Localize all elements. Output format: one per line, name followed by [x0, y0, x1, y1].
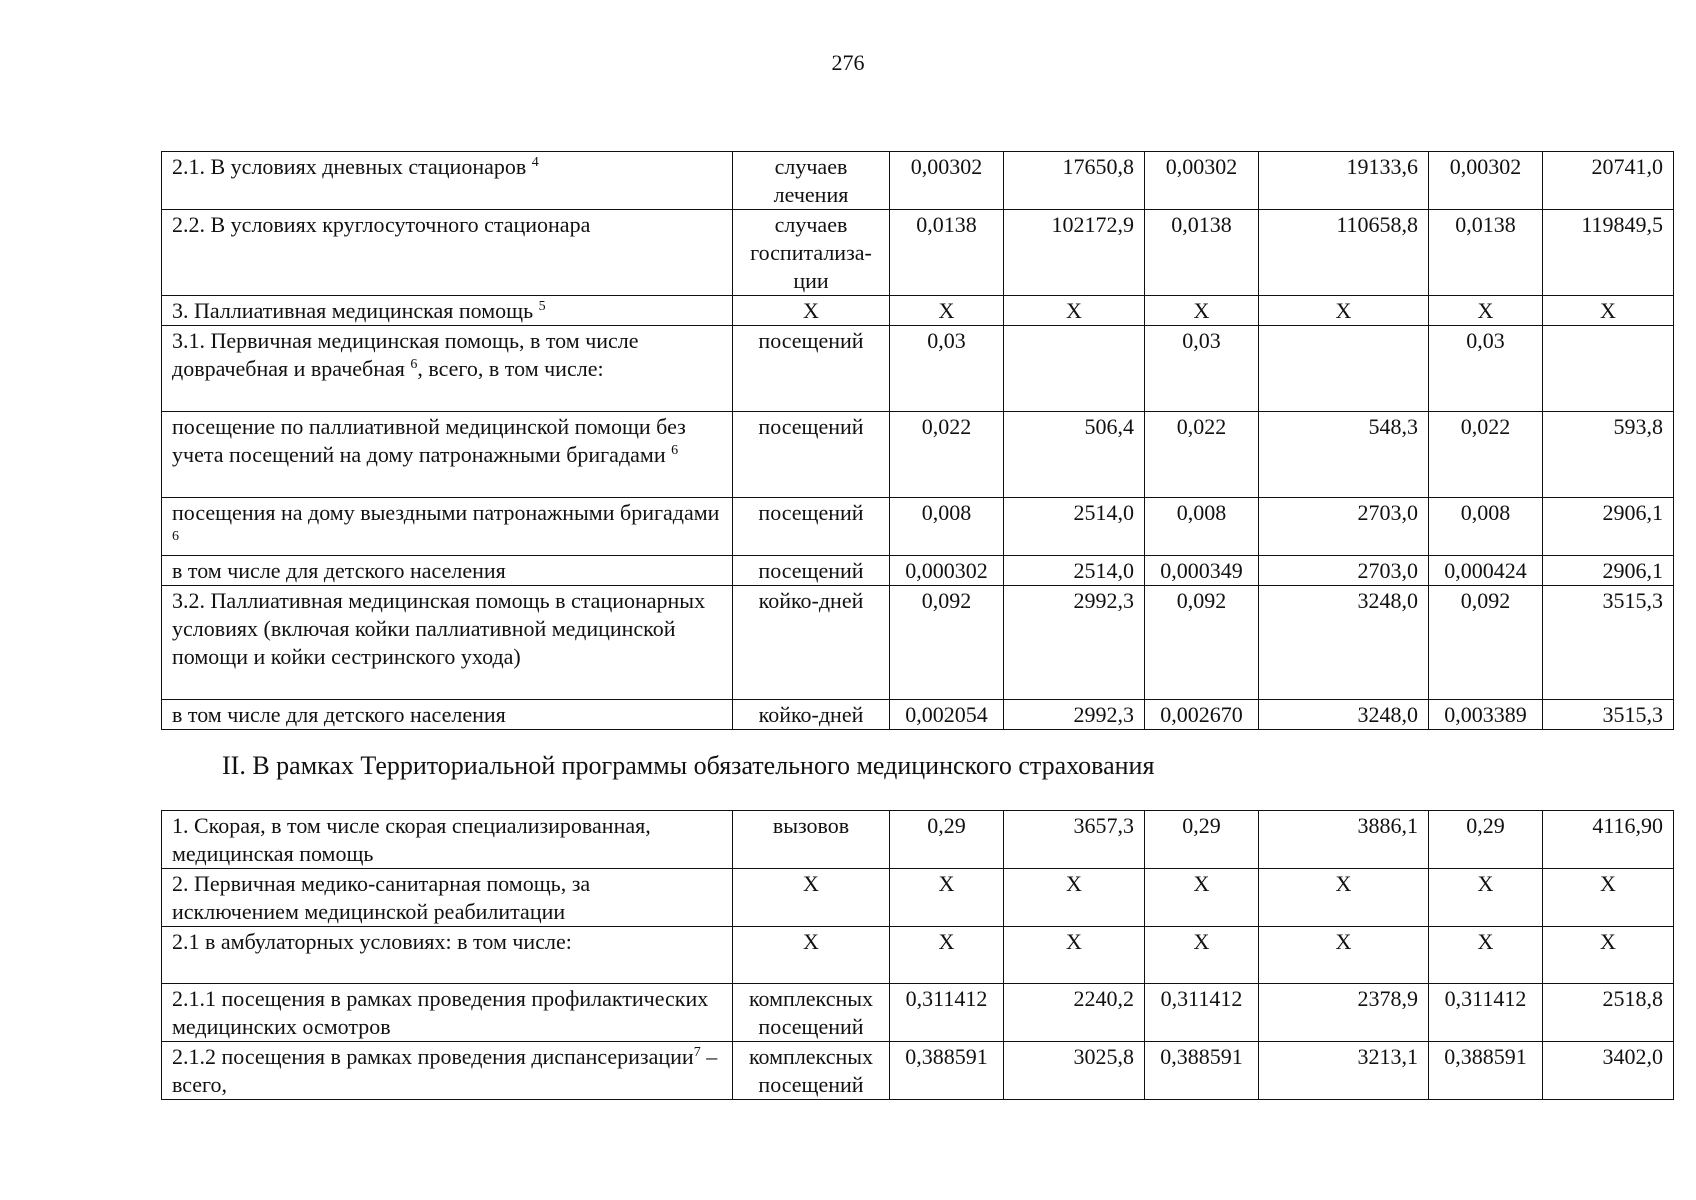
cell-value: 2514,0	[1004, 498, 1145, 556]
cell-value: 2514,0	[1004, 556, 1145, 586]
row-name: 2.1 в амбулаторных условиях: в том числе:	[162, 927, 733, 984]
cell-value: 0,00302	[1429, 152, 1543, 210]
row-unit: случаев госпитализа-ции	[733, 210, 890, 296]
cell-value: Х	[1259, 296, 1429, 326]
row-name: 3.2. Паллиативная медицинская помощь в стационарных условиях (включая койки паллиативной медицинской помощи и койки сестринского ухода)	[162, 586, 733, 700]
row-name: в том числе для детского населения	[162, 556, 733, 586]
cell-value: 0,29	[1145, 811, 1259, 869]
cell-value: 0,388591	[890, 1042, 1004, 1100]
page-number: 276	[831, 50, 865, 75]
cell-value: 0,003389	[1429, 700, 1543, 730]
cell-value: 2518,8	[1543, 984, 1674, 1042]
row-unit: Х	[733, 927, 890, 984]
cell-value: 0,29	[890, 811, 1004, 869]
cell-value: 3515,3	[1543, 586, 1674, 700]
cell-value: 2992,3	[1004, 700, 1145, 730]
row-unit: Х	[733, 296, 890, 326]
cell-value: 593,8	[1543, 412, 1674, 498]
cell-value: 0,03	[1429, 326, 1543, 412]
table-row	[162, 700, 1674, 730]
cell-value: 0,092	[1145, 586, 1259, 700]
cell-value: 2906,1	[1543, 498, 1674, 556]
table-row	[162, 326, 1674, 412]
cell-value: 0,00302	[1145, 152, 1259, 210]
cell-value: 3248,0	[1259, 586, 1429, 700]
cell-value: Х	[1145, 927, 1259, 984]
cell-value: 0,092	[890, 586, 1004, 700]
table-row	[162, 1042, 1674, 1100]
table-row	[162, 927, 1674, 984]
row-name: 2.1.1 посещения в рамках проведения профилактических медицинских осмотров	[162, 984, 733, 1042]
cell-value: 3657,3	[1004, 811, 1145, 869]
table-row	[162, 869, 1674, 927]
table-row	[162, 210, 1674, 296]
cell-value	[1259, 326, 1429, 412]
cell-value: 3025,8	[1004, 1042, 1145, 1100]
row-unit: посещений	[733, 412, 890, 498]
row-unit: посещений	[733, 498, 890, 556]
cell-value: 20741,0	[1543, 152, 1674, 210]
cell-value: 3213,1	[1259, 1042, 1429, 1100]
table-row	[162, 811, 1674, 869]
cell-value: 0,311412	[890, 984, 1004, 1042]
cell-value: 0,0138	[890, 210, 1004, 296]
cell-value: 0,03	[1145, 326, 1259, 412]
table-row	[162, 152, 1674, 210]
row-unit: посещений	[733, 556, 890, 586]
table-row	[162, 586, 1674, 700]
cell-value: 0,388591	[1145, 1042, 1259, 1100]
table-territorial-program-part1	[161, 151, 1674, 730]
cell-value: 0,092	[1429, 586, 1543, 700]
row-name: 2.1. В условиях дневных стационаров $^4$	[162, 152, 733, 210]
cell-value: 3402,0	[1543, 1042, 1674, 1100]
cell-value: 0,29	[1429, 811, 1543, 869]
cell-value: 3515,3	[1543, 700, 1674, 730]
cell-value: 0,000424	[1429, 556, 1543, 586]
cell-value: 17650,8	[1004, 152, 1145, 210]
row-unit: койко-дней	[733, 586, 890, 700]
table-row	[162, 498, 1674, 556]
cell-value: Х	[1004, 296, 1145, 326]
cell-value: 0,0138	[1429, 210, 1543, 296]
row-name: посещения на дому выездными патронажными бригадами $^6$	[162, 498, 733, 556]
cell-value: 2992,3	[1004, 586, 1145, 700]
row-name: 1. Скорая, в том числе скорая специализированная, медицинская помощь	[162, 811, 733, 869]
table-row	[162, 412, 1674, 498]
cell-value: Х	[1429, 296, 1543, 326]
cell-value: Х	[1259, 869, 1429, 927]
cell-value: 0,00302	[890, 152, 1004, 210]
table-row	[162, 984, 1674, 1042]
row-name: 3. Паллиативная медицинская помощь $^5$	[162, 296, 733, 326]
section-title: II. В рамках Территориальной программы обязательного медицинского страхования	[222, 751, 1155, 780]
cell-value: 0,008	[890, 498, 1004, 556]
cell-value: 0,022	[890, 412, 1004, 498]
cell-value: 102172,9	[1004, 210, 1145, 296]
cell-value: Х	[890, 927, 1004, 984]
row-unit: случаев лечения	[733, 152, 890, 210]
cell-value: 0,388591	[1429, 1042, 1543, 1100]
table-oms-program	[161, 810, 1674, 1100]
cell-value: 0,008	[1429, 498, 1543, 556]
cell-value: 0,022	[1145, 412, 1259, 498]
row-unit: вызовов	[733, 811, 890, 869]
cell-value: 19133,6	[1259, 152, 1429, 210]
cell-value: 0,03	[890, 326, 1004, 412]
cell-value: 2906,1	[1543, 556, 1674, 586]
row-name: 2.1.2 посещения в рамках проведения диспансеризации$^7$ – всего,	[162, 1042, 733, 1100]
row-unit: посещений	[733, 326, 890, 412]
row-unit: комплексных посещений	[733, 984, 890, 1042]
table-row	[162, 556, 1674, 586]
cell-value: 3886,1	[1259, 811, 1429, 869]
row-unit: Х	[733, 869, 890, 927]
row-unit: комплексных посещений	[733, 1042, 890, 1100]
cell-value: Х	[1004, 927, 1145, 984]
row-name: посещение по паллиативной медицинской помощи без учета посещений на дому патронажными бригадами $^6$	[162, 412, 733, 498]
cell-value: Х	[1259, 927, 1429, 984]
cell-value: 0,002054	[890, 700, 1004, 730]
cell-value: 0,022	[1429, 412, 1543, 498]
cell-value: Х	[1543, 927, 1674, 984]
cell-value: Х	[890, 296, 1004, 326]
row-name: 2.2. В условиях круглосуточного стационара	[162, 210, 733, 296]
cell-value: 548,3	[1259, 412, 1429, 498]
cell-value: Х	[1543, 296, 1674, 326]
cell-value: 0,000349	[1145, 556, 1259, 586]
cell-value: Х	[890, 869, 1004, 927]
cell-value: 0,311412	[1145, 984, 1259, 1042]
cell-value: Х	[1429, 927, 1543, 984]
row-name: 3.1. Первичная медицинская помощь, в том числе доврачебная и врачебная $^6$, всего, в том числе:	[162, 326, 733, 412]
cell-value: 0,008	[1145, 498, 1259, 556]
row-name: в том числе для детского населения	[162, 700, 733, 730]
cell-value: 0,000302	[890, 556, 1004, 586]
cell-value: Х	[1429, 869, 1543, 927]
cell-value: 0,002670	[1145, 700, 1259, 730]
cell-value: 2378,9	[1259, 984, 1429, 1042]
cell-value: 110658,8	[1259, 210, 1429, 296]
cell-value: Х	[1145, 869, 1259, 927]
cell-value: 506,4	[1004, 412, 1145, 498]
cell-value: 0,0138	[1145, 210, 1259, 296]
cell-value: Х	[1004, 869, 1145, 927]
cell-value: 119849,5	[1543, 210, 1674, 296]
cell-value: 2703,0	[1259, 498, 1429, 556]
cell-value: 2703,0	[1259, 556, 1429, 586]
table-row	[162, 296, 1674, 326]
row-name: 2. Первичная медико-санитарная помощь, за исключением медицинской реабилитации	[162, 869, 733, 927]
cell-value: Х	[1145, 296, 1259, 326]
row-unit: койко-дней	[733, 700, 890, 730]
cell-value: 0,311412	[1429, 984, 1543, 1042]
cell-value: Х	[1543, 869, 1674, 927]
cell-value	[1004, 326, 1145, 412]
cell-value: 4116,90	[1543, 811, 1674, 869]
cell-value: 3248,0	[1259, 700, 1429, 730]
cell-value: 2240,2	[1004, 984, 1145, 1042]
cell-value	[1543, 326, 1674, 412]
